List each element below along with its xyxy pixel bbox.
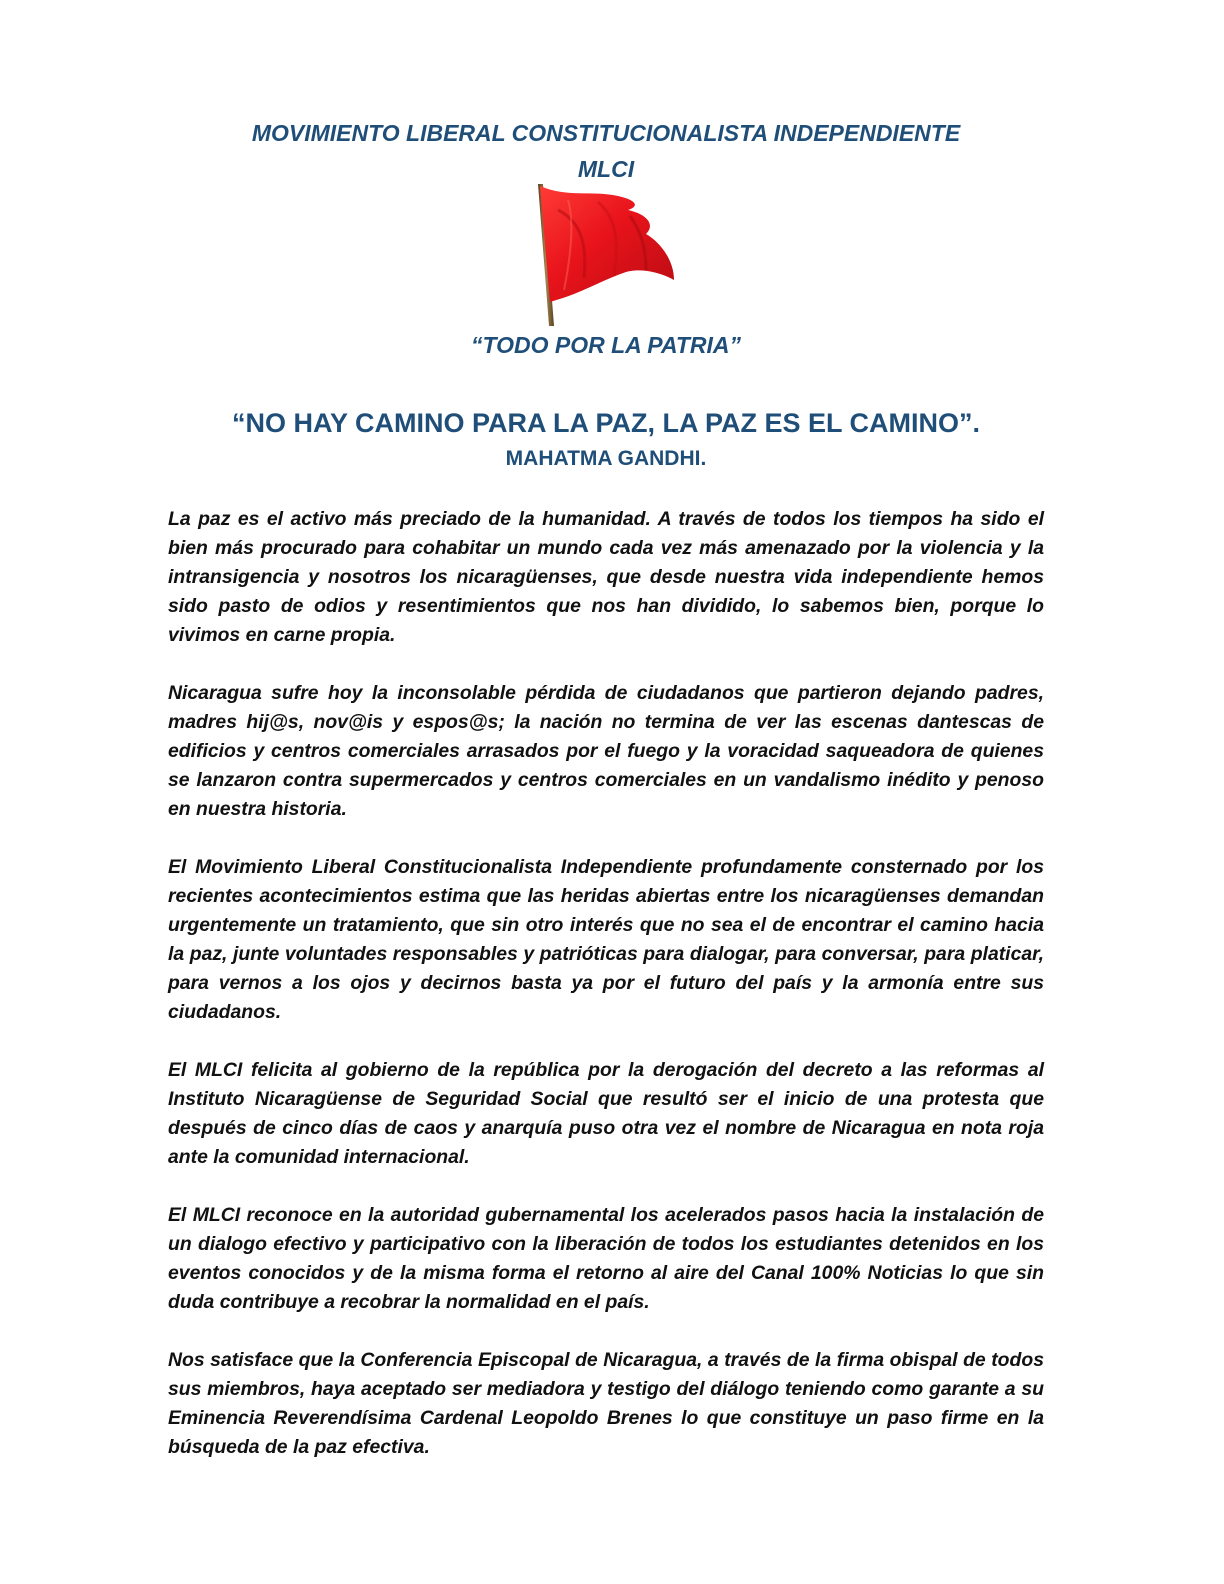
paragraph: El Movimiento Liberal Constitucionalista Independiente profundamente consternado por los recientes acontecimientos estima que las heridas abiertas entre los nicaragüenses demandan urgentemente un tratamiento, que sin otro interés que no sea el de encontrar el camino hacia la paz, junte voluntades responsables y patrióticas para dialogar, para conversar, para platicar, para vernos a los ojos y decirnos basta ya por el futuro del país y la armonía entre sus ciudadanos. [168,856,1044,1023]
organization-acronym: MLCI [577,156,635,182]
motto: “TODO POR LA PATRIA” [470,332,742,358]
quote-author: MAHATMA GANDHI. [505,447,707,470]
paragraph: El MLCI felicita al gobierno de la república por la derogación del decreto a las reformas al Instituto Nicaragüense de Seguridad Social que resultó ser el inicio de una protesta que después de cinco días de caos y anarquía puso otra vez el nombre de Nicaragua en nota roja ante la comunidad internacional. [168,1059,1044,1168]
organization-name: MOVIMIENTO LIBERAL CONSTITUCIONALISTA INDEPENDIENTE [251,120,961,146]
paragraph: La paz es el activo más preciado de la humanidad. A través de todos los tiempos ha sido el bien más procurado para cohabitar un mundo cada vez más amenazado por la violencia y la intransigencia y nosotros los nicaragüenses, que desde nuestra vida independiente hemos sido pasto de odios y resentimientos que nos han dividido, lo sabemos bien, porque lo vivimos en carne propia. [168,508,1044,646]
paragraph: Nos satisface que la Conferencia Episcopal de Nicaragua, a través de la firma obispal de todos sus miembros, haya aceptado ser mediadora y testigo del diálogo teniendo como garante a su Eminencia Reverendísima Cardenal Leopoldo Brenes lo que constituye un paso firme en la búsqueda de la paz efectiva. [168,1349,1044,1458]
paragraph: Nicaragua sufre hoy la inconsolable pérdida de ciudadanos que partieron dejando padres, madres hij@s, nov@is y espos@s; la nación no termina de ver las escenas dantescas de edificios y centros comerciales arrasados por el fuego y la voracidad saqueadora de quienes se lanzaron contra supermercados y centros comerciales en un vandalismo inédito y penoso en nuestra historia. [168,682,1044,820]
body-text [168,505,1044,1491]
quote-text: “NO HAY CAMINO PARA LA PAZ, LA PAZ ES EL CAMINO”. [231,408,981,438]
paragraph: El MLCI reconoce en la autoridad gubernamental los acelerados pasos hacia la instalación de un dialogo efectivo y participativo con la liberación de todos los estudiantes detenidos en los eventos conocidos y de la misma forma el retorno al aire del Canal 100% Noticias lo que sin duda contribuye a recobrar la normalidad en el país. [168,1204,1044,1313]
red-flag-icon [528,180,684,330]
